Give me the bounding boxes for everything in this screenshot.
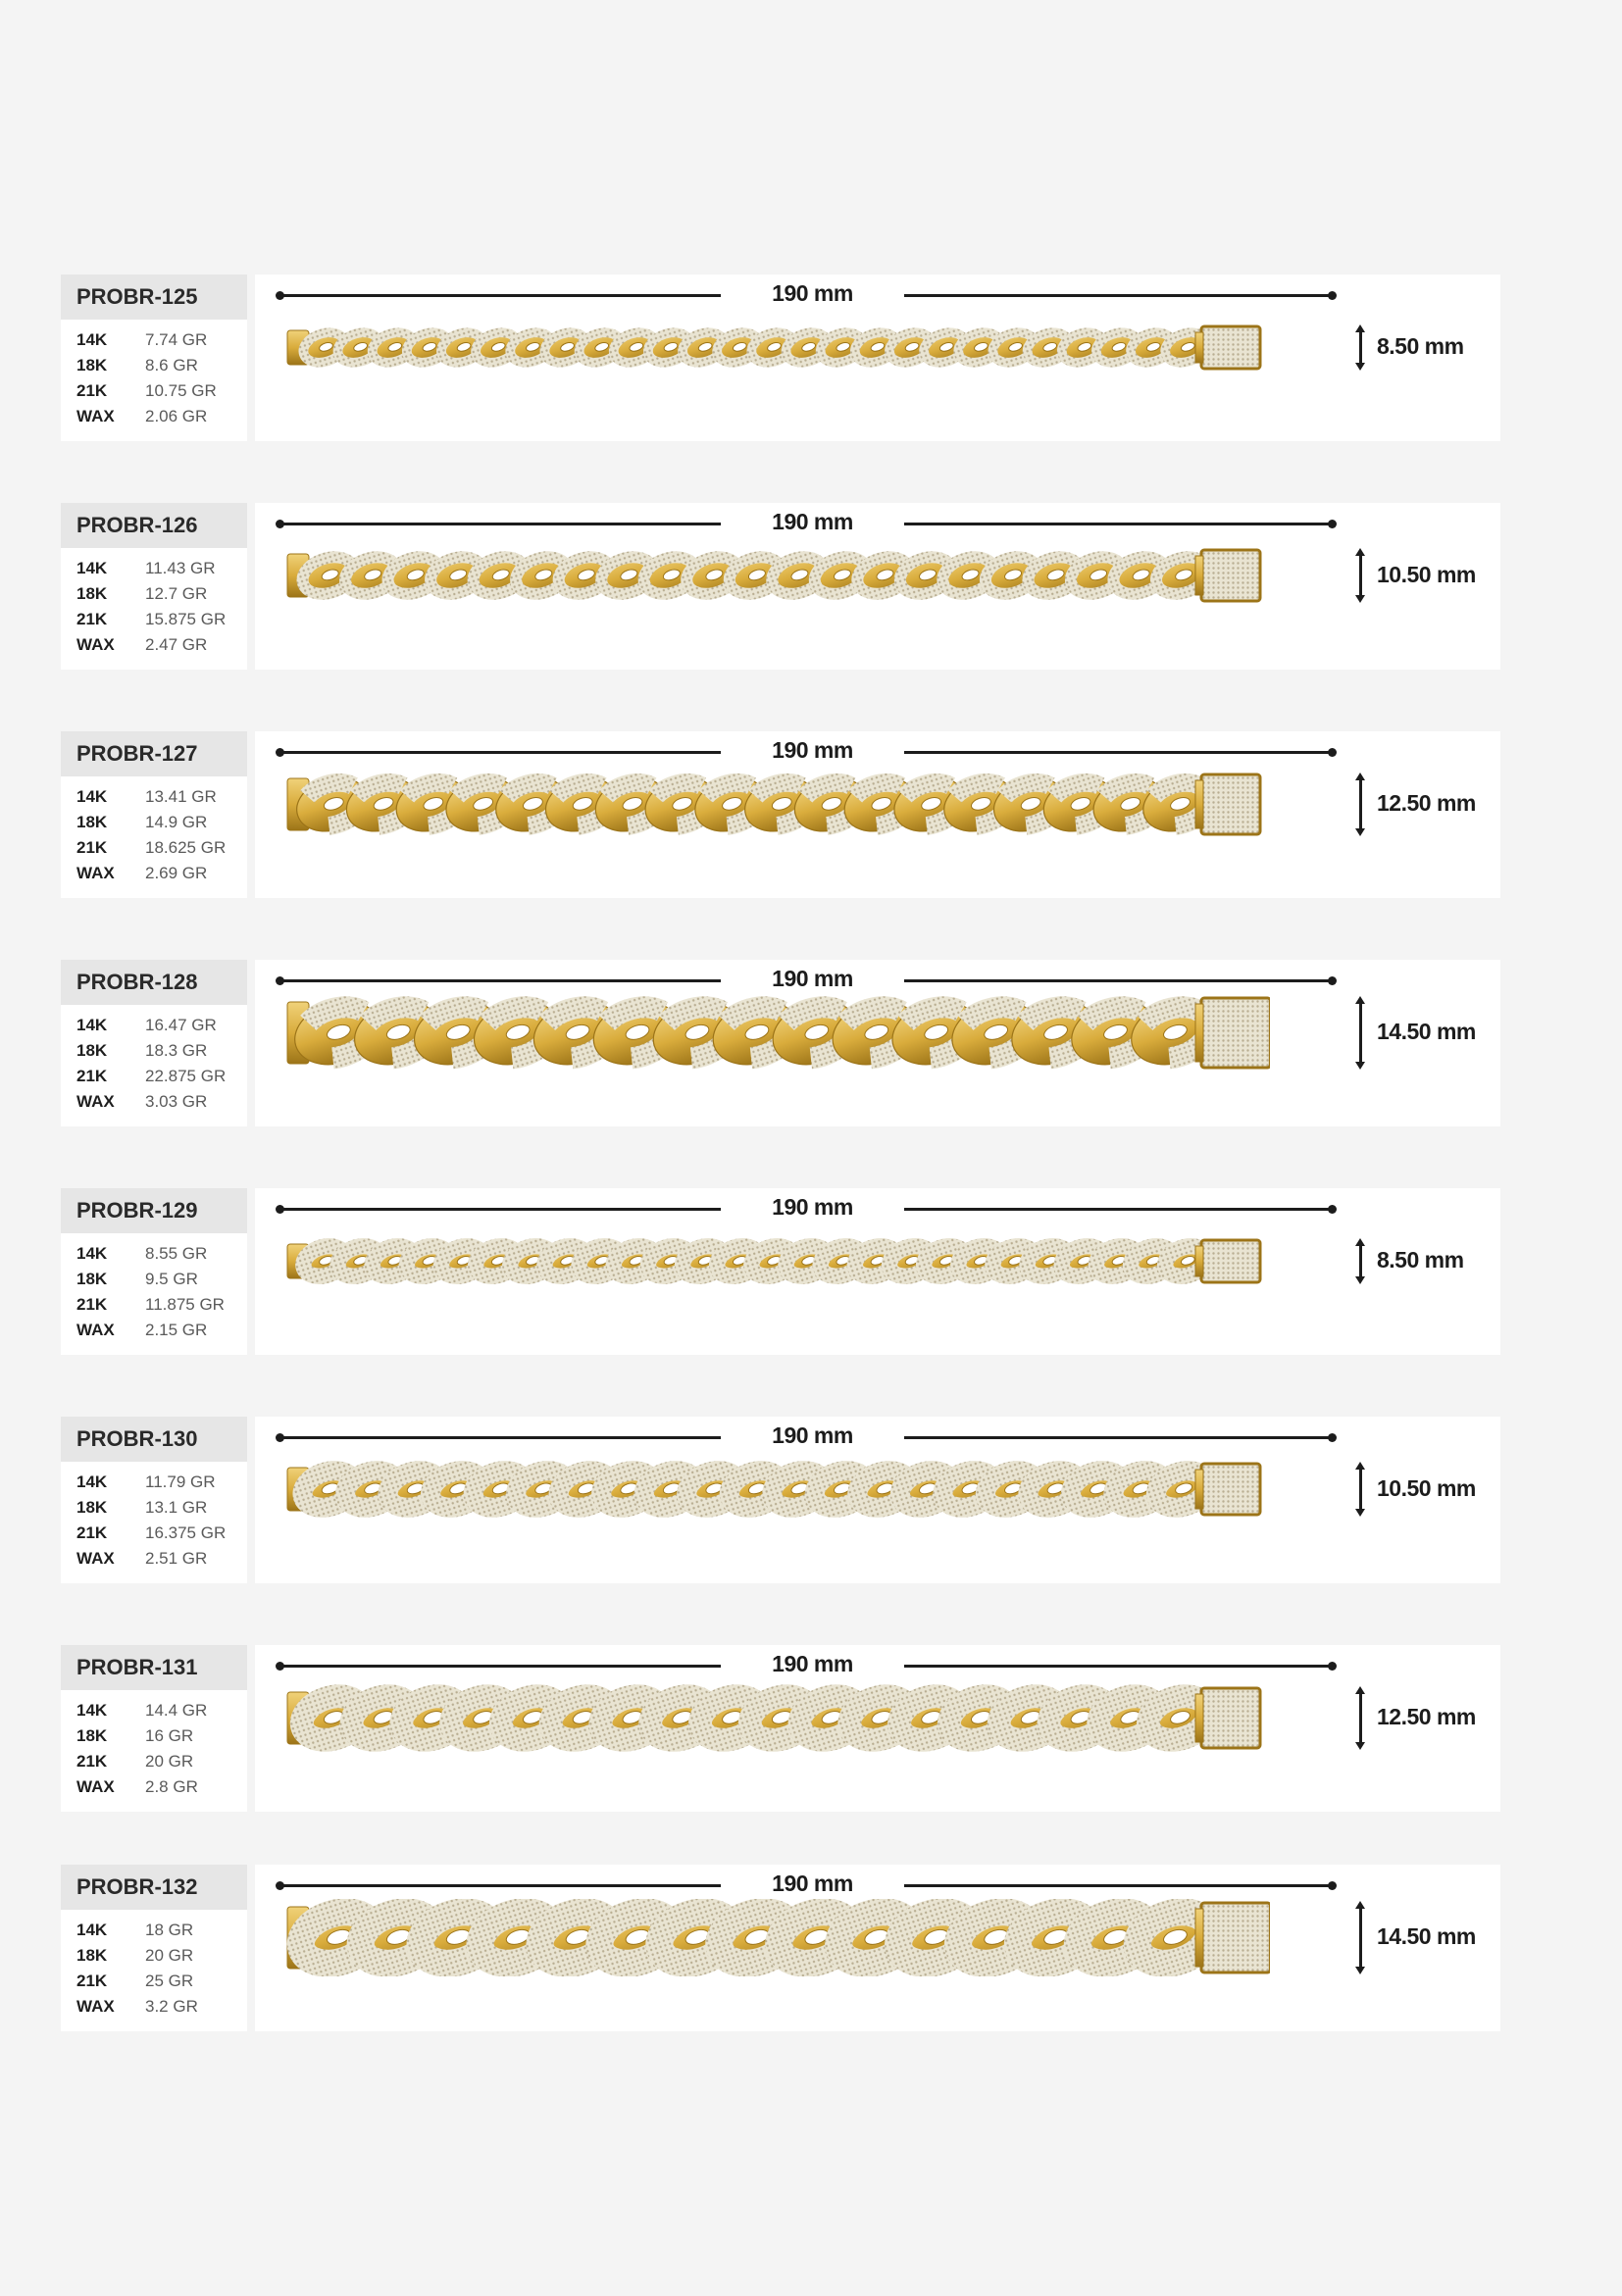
karat-label: 14K [76,559,108,577]
bracelet-illustration [279,1899,1270,1976]
karat-label: 18K [76,1498,108,1517]
length-dim-line-right [904,751,1332,754]
weight-row [76,1774,243,1800]
box-clasp-band [1195,1694,1203,1742]
width-label: 10.50 mm [1377,562,1476,587]
box-clasp-band [1195,780,1203,828]
length-dim-end [1328,520,1337,528]
box-clasp [1201,550,1260,601]
karat-label: WAX [76,1092,115,1111]
length-dim-end [1328,1662,1337,1671]
product-row [61,1417,1500,1583]
weight-row [76,1495,243,1521]
product-code: PROBR-125 [61,275,247,320]
product-row [61,1645,1500,1812]
width-arrow-down-icon [1355,828,1365,836]
weight-value: 16.47 GR [145,1016,217,1034]
length-dim-end [1328,748,1337,757]
length-dim-end [1328,1433,1337,1442]
weight-row [76,1089,243,1115]
length-dim-line-left [279,523,721,525]
weight-row [76,1698,243,1723]
weights-table [76,784,243,886]
weight-value: 3.03 GR [145,1092,208,1111]
box-clasp [1201,326,1260,369]
weight-row [76,1943,243,1969]
weight-row [76,1241,243,1267]
length-dim-end [1328,976,1337,985]
weight-value: 18.625 GR [145,838,227,857]
weight-value: 13.41 GR [145,787,217,806]
karat-label: 14K [76,1244,108,1263]
length-label: 190 mm [772,280,853,306]
weight-value: 22.875 GR [145,1067,227,1085]
width-arrow-down-icon [1355,363,1365,371]
width-label: 8.50 mm [1377,333,1464,359]
width-arrow-up-icon [1355,1238,1365,1246]
karat-label: 21K [76,1752,108,1771]
width-dim-line [1359,1470,1362,1509]
weight-row [76,1994,243,2020]
weights-table [76,556,243,658]
box-clasp [1201,1903,1270,1972]
karat-label: 21K [76,1295,108,1314]
width-label: 12.50 mm [1377,1704,1476,1729]
product-info-card [61,275,247,441]
product-image-card [255,275,1500,441]
karat-label: 21K [76,838,108,857]
karat-label: 21K [76,610,108,628]
width-dim-line [1359,1246,1362,1276]
weight-row [76,784,243,810]
weight-value: 2.06 GR [145,407,208,425]
karat-label: 14K [76,787,108,806]
weight-value: 3.2 GR [145,1997,198,2016]
width-arrow-up-icon [1355,1901,1365,1909]
weight-row [76,1318,243,1343]
width-dim-line [1359,1909,1362,1967]
length-label: 190 mm [772,1871,853,1896]
length-dim-line-right [904,1884,1332,1887]
width-arrow-up-icon [1355,548,1365,556]
weight-value: 18.3 GR [145,1041,208,1060]
box-clasp [1201,1240,1260,1282]
karat-label: WAX [76,407,115,425]
karat-label: 14K [76,330,108,349]
weight-row [76,581,243,607]
karat-label: 21K [76,1523,108,1542]
length-dim-line-left [279,751,721,754]
product-info-card [61,1865,247,2031]
width-dim-line [1359,1694,1362,1742]
karat-label: 14K [76,1016,108,1034]
weight-row [76,607,243,632]
weight-value: 2.15 GR [145,1321,208,1339]
karat-label: WAX [76,1321,115,1339]
box-clasp-band [1195,1909,1203,1967]
length-dim-end [1328,1881,1337,1890]
weight-row [76,556,243,581]
karat-label: 21K [76,1067,108,1085]
product-row [61,1865,1500,2031]
karat-label: WAX [76,1549,115,1568]
weight-value: 14.4 GR [145,1701,208,1720]
product-code: PROBR-127 [61,731,247,776]
bracelet-illustration [279,994,1270,1072]
bracelet-illustration [279,1460,1270,1519]
product-image-card [255,960,1500,1126]
length-dim-line-left [279,294,721,297]
width-arrow-down-icon [1355,1062,1365,1070]
product-code: PROBR-126 [61,503,247,548]
karat-label: 18K [76,1726,108,1745]
length-dim-line-right [904,979,1332,982]
width-dim-line [1359,332,1362,363]
length-dim-line-right [904,1665,1332,1668]
weight-value: 2.69 GR [145,864,208,882]
bracelet-illustration [279,771,1270,838]
length-dim-line-right [904,1436,1332,1439]
weight-row [76,1267,243,1292]
karat-label: 18K [76,1946,108,1965]
weight-value: 11.875 GR [145,1295,225,1314]
weight-value: 15.875 GR [145,610,227,628]
width-label: 10.50 mm [1377,1475,1476,1501]
product-code: PROBR-132 [61,1865,247,1910]
weight-value: 20 GR [145,1946,194,1965]
width-arrow-up-icon [1355,1686,1365,1694]
product-info-card [61,503,247,670]
width-label: 14.50 mm [1377,1019,1476,1044]
weight-row [76,1749,243,1774]
width-arrow-up-icon [1355,773,1365,780]
product-code: PROBR-131 [61,1645,247,1690]
weight-row [76,1723,243,1749]
karat-label: 18K [76,1041,108,1060]
weight-row [76,835,243,861]
width-arrow-down-icon [1355,1276,1365,1284]
product-code: PROBR-129 [61,1188,247,1233]
weight-value: 7.74 GR [145,330,208,349]
length-label: 190 mm [772,509,853,534]
width-label: 12.50 mm [1377,790,1476,816]
product-image-card [255,503,1500,670]
length-dim-end [1328,1205,1337,1214]
karat-label: 21K [76,1972,108,1990]
weight-row [76,1969,243,1994]
karat-label: 18K [76,584,108,603]
weight-row [76,1546,243,1572]
weight-row [76,353,243,378]
width-arrow-down-icon [1355,595,1365,603]
weight-row [76,1038,243,1064]
bracelet-illustration [279,323,1270,373]
karat-label: WAX [76,864,115,882]
length-dim-line-left [279,1436,721,1439]
weight-value: 2.47 GR [145,635,208,654]
karat-label: 14K [76,1921,108,1939]
bracelet-illustration [279,1236,1270,1286]
weight-row [76,1918,243,1943]
weight-value: 14.9 GR [145,813,208,831]
karat-label: 18K [76,356,108,374]
weight-value: 12.7 GR [145,584,208,603]
weights-table [76,1918,243,2020]
product-info-card [61,960,247,1126]
karat-label: WAX [76,635,115,654]
product-row [61,1188,1500,1355]
karat-label: 18K [76,1270,108,1288]
weight-value: 20 GR [145,1752,194,1771]
weight-row [76,1470,243,1495]
product-info-card [61,1417,247,1583]
weight-value: 9.5 GR [145,1270,198,1288]
length-dim-line-left [279,1208,721,1211]
product-code: PROBR-130 [61,1417,247,1462]
box-clasp-band [1195,1004,1203,1062]
length-label: 190 mm [772,1423,853,1448]
box-clasp [1201,1464,1260,1515]
product-image-card [255,1188,1500,1355]
length-dim-line-left [279,1884,721,1887]
length-label: 190 mm [772,1651,853,1676]
length-label: 190 mm [772,966,853,991]
box-clasp [1201,774,1260,834]
box-clasp-band [1195,332,1203,363]
width-arrow-down-icon [1355,1742,1365,1750]
length-dim-line-left [279,1665,721,1668]
length-dim-line-left [279,979,721,982]
product-row [61,960,1500,1126]
weight-value: 8.6 GR [145,356,198,374]
length-label: 190 mm [772,737,853,763]
weight-row [76,861,243,886]
weight-value: 25 GR [145,1972,194,1990]
karat-label: 14K [76,1472,108,1491]
product-image-card [255,731,1500,898]
bracelet-illustration [279,1684,1270,1752]
weight-row [76,404,243,429]
weight-value: 18 GR [145,1921,194,1939]
weight-value: 2.8 GR [145,1777,198,1796]
weight-row [76,327,243,353]
weight-row [76,1013,243,1038]
width-label: 14.50 mm [1377,1923,1476,1949]
weights-table [76,1241,243,1343]
width-dim-line [1359,1004,1362,1062]
weight-row [76,1521,243,1546]
product-code: PROBR-128 [61,960,247,1005]
weight-value: 16.375 GR [145,1523,227,1542]
box-clasp-band [1195,1470,1203,1509]
length-dim-end [1328,291,1337,300]
weights-table [76,327,243,429]
weights-table [76,1013,243,1115]
product-row [61,275,1500,441]
width-label: 8.50 mm [1377,1247,1464,1273]
weight-value: 10.75 GR [145,381,217,400]
product-info-card [61,731,247,898]
karat-label: WAX [76,1997,115,2016]
weights-table [76,1470,243,1572]
weight-value: 8.55 GR [145,1244,208,1263]
box-clasp [1201,998,1270,1068]
karat-label: 18K [76,813,108,831]
width-arrow-down-icon [1355,1967,1365,1974]
length-dim-line-right [904,294,1332,297]
karat-label: 14K [76,1701,108,1720]
weight-row [76,1064,243,1089]
weight-value: 13.1 GR [145,1498,208,1517]
product-row [61,731,1500,898]
product-image-card [255,1417,1500,1583]
weight-row [76,1292,243,1318]
product-image-card [255,1645,1500,1812]
weight-row [76,632,243,658]
product-row [61,503,1500,670]
box-clasp-band [1195,1246,1203,1276]
box-clasp-band [1195,556,1203,595]
width-dim-line [1359,780,1362,828]
length-label: 190 mm [772,1194,853,1220]
product-info-card [61,1188,247,1355]
weight-value: 11.43 GR [145,559,216,577]
product-image-card [255,1865,1500,2031]
width-arrow-up-icon [1355,1462,1365,1470]
weight-value: 2.51 GR [145,1549,208,1568]
weight-row [76,810,243,835]
length-dim-line-right [904,523,1332,525]
box-clasp [1201,1688,1260,1748]
width-dim-line [1359,556,1362,595]
width-arrow-up-icon [1355,996,1365,1004]
karat-label: WAX [76,1777,115,1796]
width-arrow-down-icon [1355,1509,1365,1517]
width-arrow-up-icon [1355,324,1365,332]
length-dim-line-right [904,1208,1332,1211]
weight-row [76,378,243,404]
product-info-card [61,1645,247,1812]
karat-label: 21K [76,381,108,400]
weight-value: 11.79 GR [145,1472,216,1491]
weights-table [76,1698,243,1800]
weight-value: 16 GR [145,1726,194,1745]
bracelet-illustration [279,546,1270,605]
